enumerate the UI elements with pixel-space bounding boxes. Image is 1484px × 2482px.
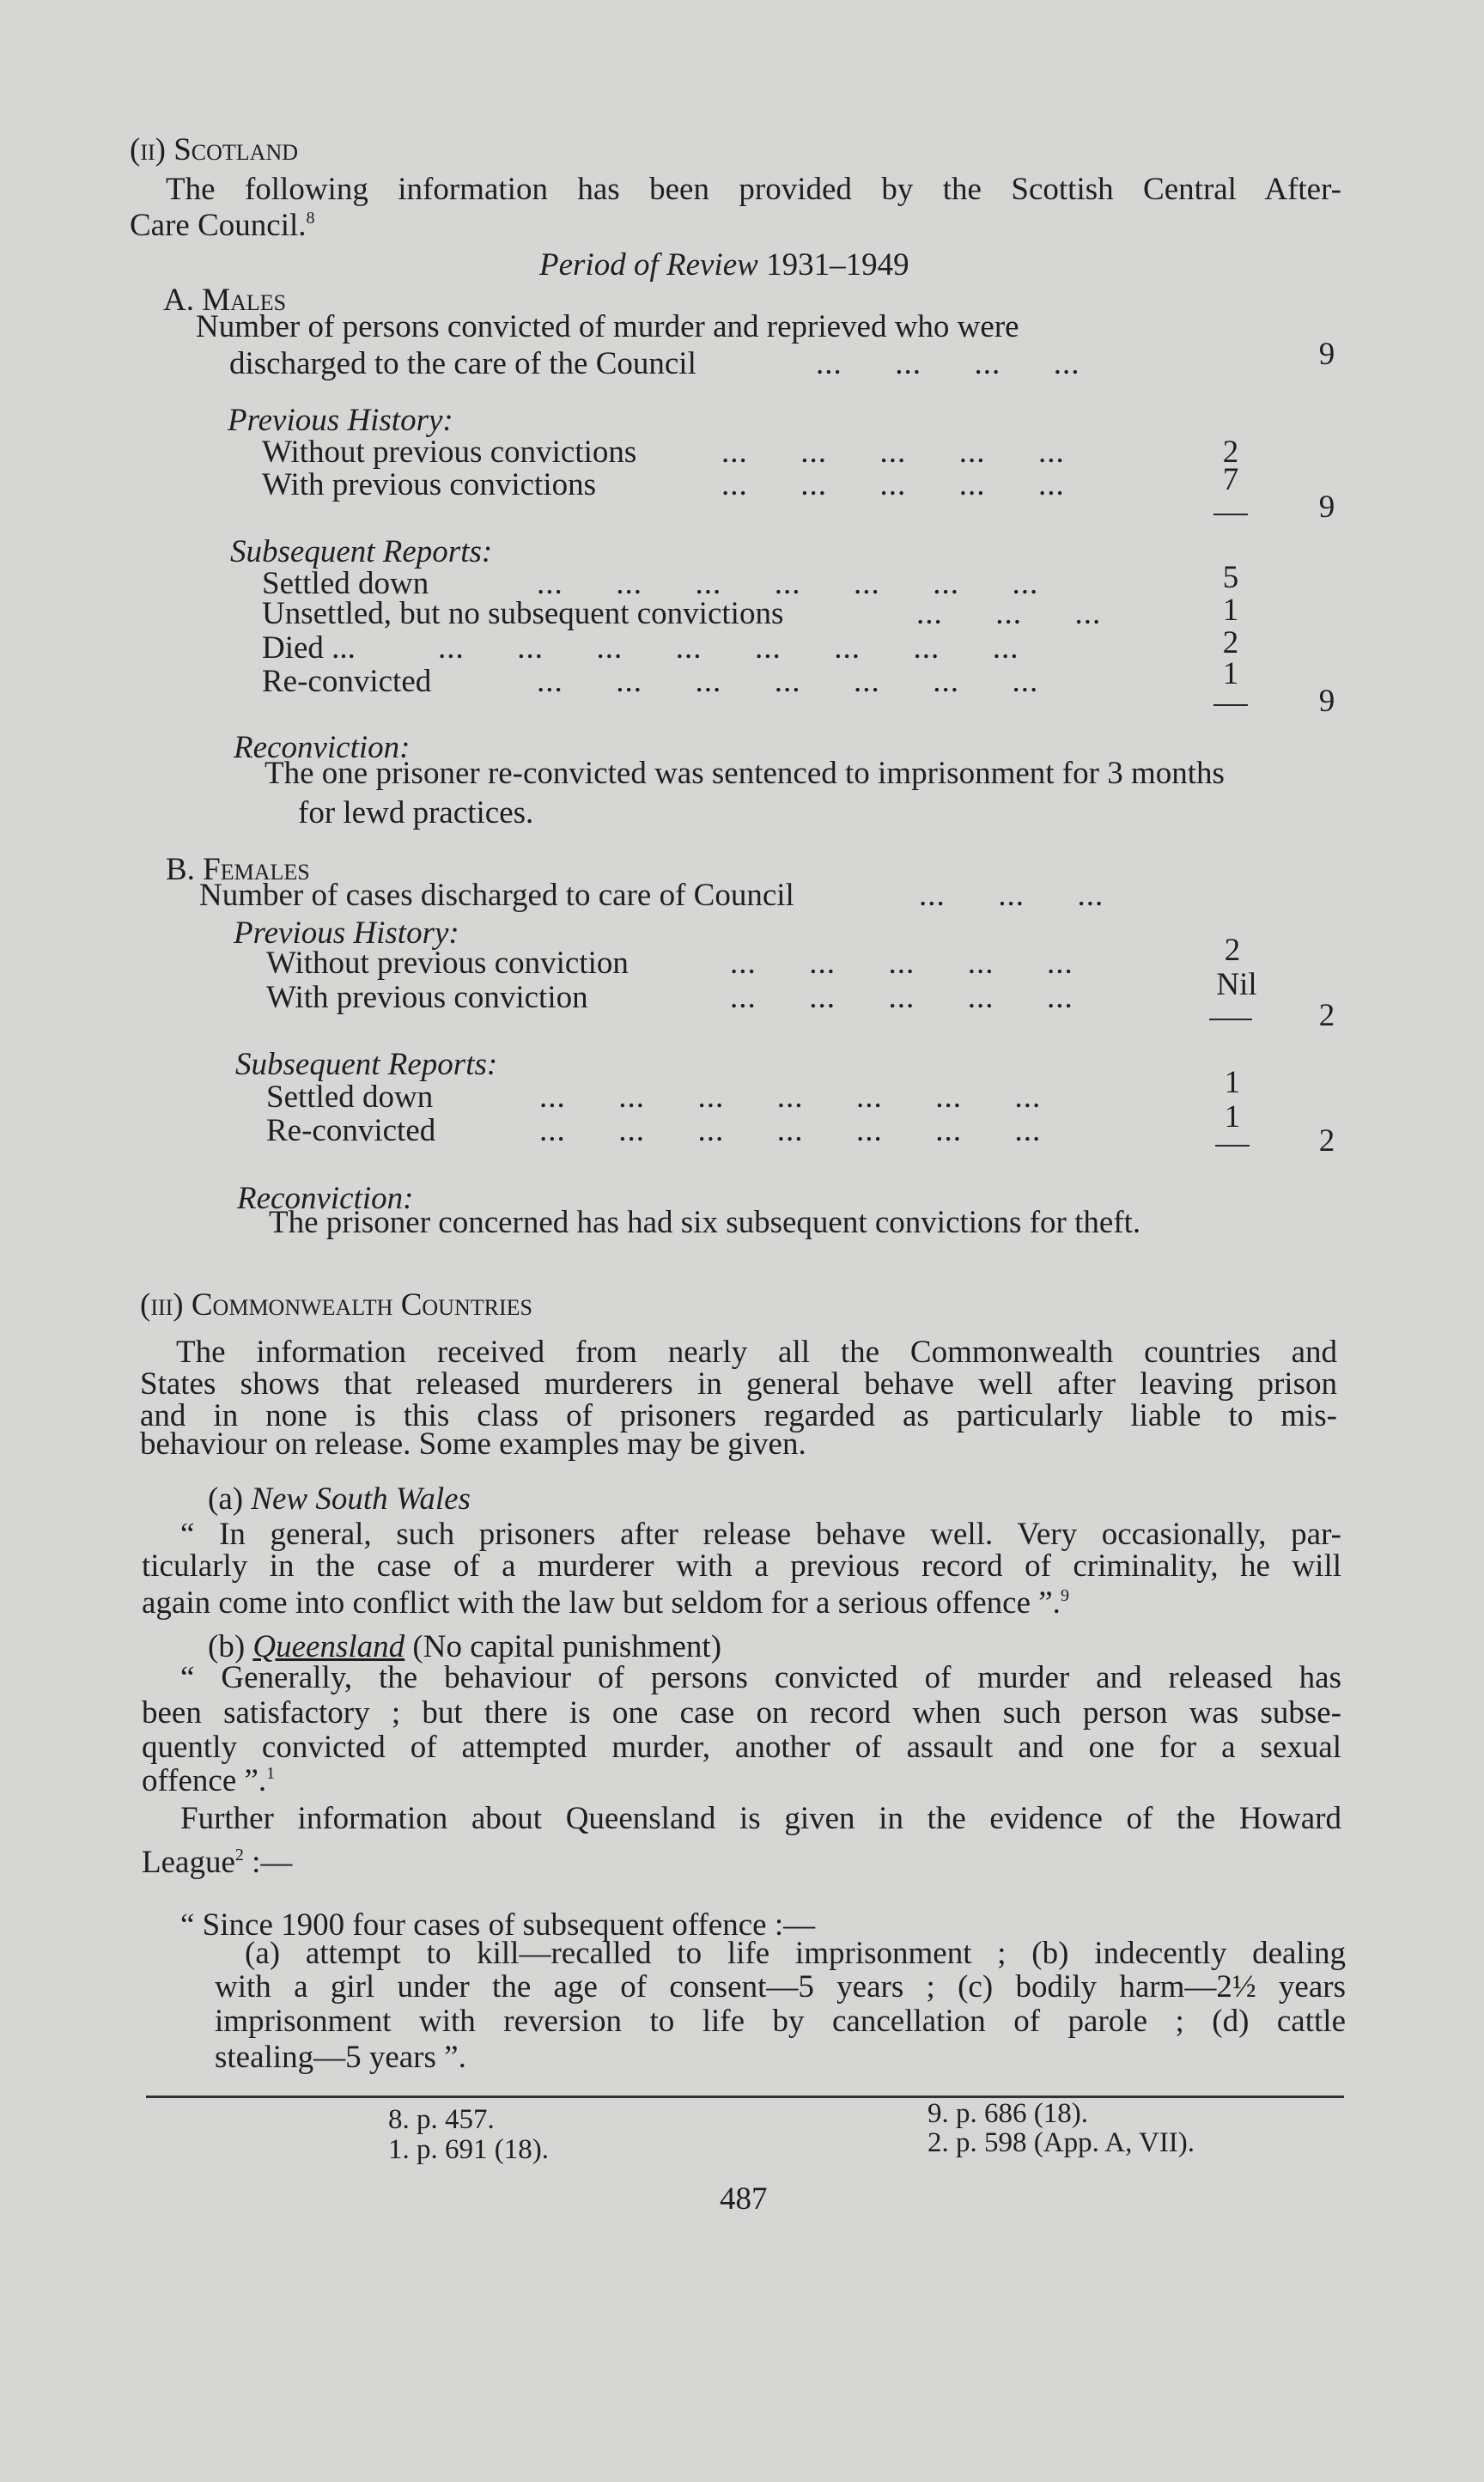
section-heading-commonwealth: (iii) Commonwealth Countries	[140, 1287, 532, 1323]
females-count-line: Number of cases discharged to care of Council	[199, 878, 794, 913]
row-label: With previous convictions	[262, 467, 597, 502]
intro-line	[130, 208, 315, 244]
further-info-line: League$^2$ :—	[142, 1845, 293, 1880]
row-value: 1	[1222, 593, 1239, 628]
period-of-review	[539, 247, 909, 283]
cases-line: imprisonment with reversion to life by cancellation of parole ; (d) cattle	[215, 2004, 1346, 2039]
dot-leader: ... ... ... ... ...	[721, 435, 1065, 470]
quote-line: quently convicted of attempted murder, another of assault and one for a sexual	[142, 1730, 1341, 1765]
quote-line: “ In general, such prisoners after release behave well. Very occasionally, par-	[180, 1517, 1341, 1552]
previous-history-total: 2	[1318, 998, 1335, 1033]
footnote-divider	[146, 2096, 1344, 2098]
reconviction-label: Reconviction:	[234, 730, 411, 765]
row-value: 1	[1224, 1099, 1241, 1135]
row-label: Died ...	[262, 630, 356, 666]
males-count-total: 9	[1318, 337, 1335, 372]
reconviction-text: The prisoner concerned has had six subsequent convictions for theft.	[269, 1205, 1141, 1240]
quote-line: ticularly in the case of a murderer with a previous record of criminality, he will	[142, 1548, 1341, 1584]
row-value: 5	[1222, 560, 1239, 595]
quote-line: been satisfactory ; but there is one case on record when such person was subse-	[142, 1695, 1341, 1731]
period-label: Period of Review	[539, 247, 758, 283]
page-number: 487	[720, 2181, 768, 2217]
reconviction-label: Reconviction:	[237, 1181, 414, 1216]
row-value: 1	[1222, 656, 1239, 691]
row-label: With previous conviction	[266, 980, 588, 1015]
quote-line: “ Generally, the behaviour of persons convicted of murder and released has	[180, 1660, 1341, 1695]
row-value: Nil	[1216, 967, 1257, 1002]
sum-rule	[1213, 704, 1248, 706]
dot-leader: ... ... ... ... ...	[721, 467, 1065, 502]
previous-history-label: Previous History:	[234, 916, 459, 951]
dot-leader: ... ... ...	[916, 596, 1102, 631]
footnote-ref: 8	[306, 209, 315, 228]
reconviction-text: The one prisoner re-convicted was sentenced to imprisonment for 3 months	[265, 756, 1225, 791]
row-label: Without previous convictions	[262, 435, 637, 470]
row-label: Unsettled, but no subsequent convictions	[262, 596, 784, 631]
dot-leader: ... ... ... ... ...	[730, 946, 1073, 981]
footnote: 9. p. 686 (18).	[928, 2098, 1088, 2129]
dot-leader: ... ... ...	[919, 878, 1104, 913]
footnote: 8. p. 457.	[388, 2104, 495, 2135]
sum-rule	[1213, 514, 1248, 515]
dot-leader: ... ... ... ... ...	[730, 980, 1073, 1015]
sum-rule	[1209, 1019, 1252, 1020]
reconviction-text: for lewd practices.	[298, 795, 534, 830]
dot-leader: ... ... ... ... ... ... ...	[539, 1080, 1042, 1115]
intro-line: and in none is this class of prisoners regarded as particularly liable to mis-	[140, 1398, 1337, 1433]
row-value: 2	[1222, 435, 1239, 470]
row-label: Re-convicted	[266, 1113, 436, 1148]
row-value: 2	[1222, 625, 1239, 660]
females-heading: B. Females	[166, 852, 310, 887]
cases-line: (a) attempt to kill—recalled to life imprisonment ; (b) indecently dealing	[245, 1936, 1346, 1971]
quote-line: offence ”.$^1$	[142, 1763, 276, 1798]
footnote: 2. p. 598 (App. A, VII).	[928, 2127, 1195, 2158]
cases-line: stealing—5 years ”.	[215, 2040, 466, 2075]
subsequent-reports-label: Subsequent Reports:	[230, 534, 493, 569]
row-value: 7	[1222, 462, 1239, 497]
row-label: Re-convicted	[262, 664, 432, 699]
row-value: 1	[1224, 1065, 1241, 1100]
period-years: 1931–1949	[766, 247, 909, 283]
intro-line: The following information has been provided by the Scottish Central After-	[166, 172, 1341, 207]
intro-line: The information received from nearly all the Commonwealth countries and	[176, 1335, 1337, 1370]
row-value: 2	[1224, 933, 1241, 968]
intro-line: behaviour on release. Some examples may be given.	[140, 1427, 806, 1462]
intro-line: States shows that released murderers in general behave well after leaving prison	[140, 1366, 1337, 1402]
males-count-line: Number of persons convicted of murder and reprieved who were	[196, 309, 1019, 344]
dot-leader: ... ... ... ... ... ... ... ...	[438, 630, 1019, 666]
subsequent-reports-label: Subsequent Reports:	[235, 1047, 498, 1082]
subsequent-total: 9	[1318, 684, 1335, 719]
dot-leader: ... ... ... ... ... ... ...	[539, 1113, 1042, 1148]
footnote: 1. p. 691 (18).	[388, 2134, 549, 2165]
row-label: Without previous conviction	[266, 946, 629, 981]
males-heading: A. Males	[163, 283, 287, 318]
row-label: Settled down	[262, 566, 429, 601]
section-heading-scotland: (ii) Scotland	[130, 132, 298, 167]
sum-rule	[1215, 1145, 1250, 1147]
dot-leader: ... ... ... ... ... ... ...	[537, 664, 1039, 699]
cases-line: with a girl under the age of consent—5 years ; (c) bodily harm—2½ years	[215, 1969, 1346, 2004]
qld-heading: (b) Queensland (No capital punishment)	[208, 1629, 722, 1664]
dot-leader: ... ... ... ... ... ... ...	[537, 566, 1039, 601]
since-line: “ Since 1900 four cases of subsequent offence :—	[180, 1907, 816, 1943]
intro-text: Care Council.	[130, 208, 307, 243]
quote-line: again come into conflict with the law but seldom for a serious offence ”.$^9$	[142, 1585, 1069, 1621]
previous-history-total: 9	[1318, 490, 1335, 525]
dot-leader: ... ... ... ...	[816, 346, 1080, 381]
subsequent-total: 2	[1318, 1123, 1335, 1159]
males-count-line: discharged to the care of the Council	[229, 346, 696, 381]
previous-history-label: Previous History:	[228, 403, 453, 438]
nsw-heading: (a) New South Wales	[208, 1481, 471, 1517]
row-label: Settled down	[266, 1080, 434, 1115]
further-info-line: Further information about Queensland is given in the evidence of the Howard	[180, 1801, 1341, 1836]
